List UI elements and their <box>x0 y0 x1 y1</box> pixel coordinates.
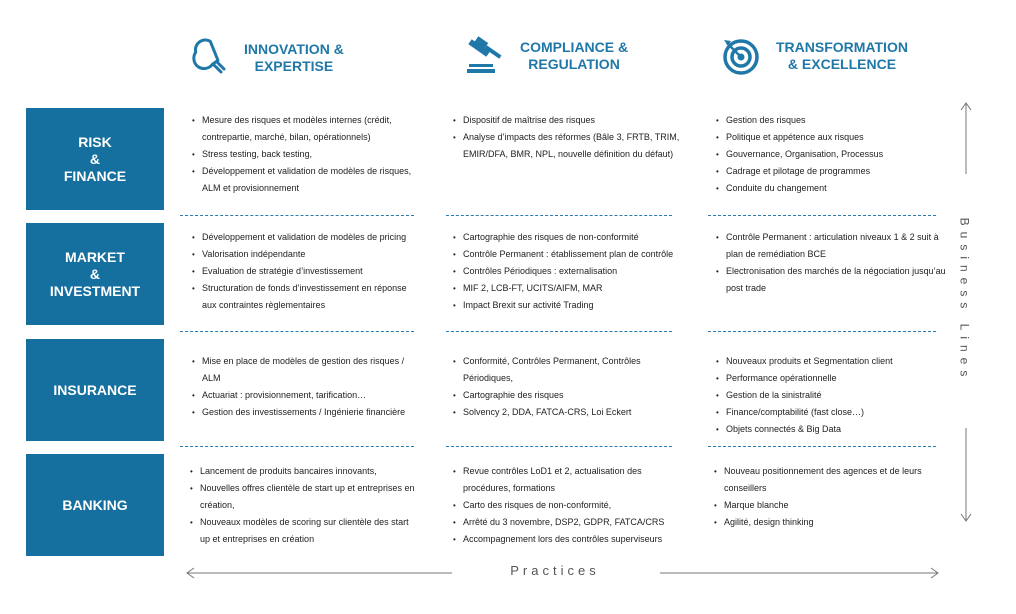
list-item: • Gouvernance, Organisation, Processus <box>714 146 946 163</box>
gavel-icon <box>466 36 506 76</box>
list-item: • Agilité, design thinking <box>712 514 944 531</box>
list-item: • MIF 2, LCB-FT, UCITS/AIFM, MAR <box>451 280 683 297</box>
list-item: • Solvency 2, DDA, FATCA-CRS, Loi Eckert <box>451 404 683 421</box>
list-item: • Finance/comptabilité (fast close…) <box>714 404 946 421</box>
list-item: • Développement et validation de modèles de risques, ALM et provisionnement <box>190 163 422 197</box>
list-item: • Valorisation indépendante <box>190 246 422 263</box>
list-item: • Mise en place de modèles de gestion des risques / ALM <box>190 353 422 387</box>
list-item: • Nouvelles offres clientèle de start up et entreprises en création, <box>188 480 420 514</box>
column-header-compliance <box>466 36 628 76</box>
list-item: • Accompagnement lors des contrôles superviseurs <box>451 531 683 548</box>
list-item: • Carto des risques de non-conformité, <box>451 497 683 514</box>
list-item: • Analyse d’impacts des réformes (Bâle 3, FRTB, TRIM, EMIR/DFA, BMR, NPL, nouvelle définition du défaut) <box>451 129 683 163</box>
cell-risk-compliance <box>451 112 683 163</box>
list-item: • Conduite du changement <box>714 180 946 197</box>
list-item: • Cartographie des risques de non-conformité <box>451 229 683 246</box>
target-icon <box>722 36 762 76</box>
list-item: • Impact Brexit sur activité Trading <box>451 297 683 314</box>
list-item: • Cadrage et pilotage de programmes <box>714 163 946 180</box>
row-separator <box>180 215 414 216</box>
row-separator <box>708 446 936 447</box>
cell-market-transformation <box>714 229 946 297</box>
list-item: • Contrôle Permanent : articulation niveaux 1 & 2 suit à plan de remédiation BCE <box>714 229 946 263</box>
cell-market-compliance <box>451 229 683 314</box>
list-item: • Contrôle Permanent : établissement plan de contrôle <box>451 246 683 263</box>
row-label-market-investment: MARKET & INVESTMENT <box>26 223 164 325</box>
list-item: • Evaluation de stratégie d’investissement <box>190 263 422 280</box>
list-item: • Politique et appétence aux risques <box>714 129 946 146</box>
list-item: • Objets connectés & Big Data <box>714 421 946 438</box>
list-item: • Electronisation des marchés de la négociation jusqu’au post trade <box>714 263 946 297</box>
column-title: INNOVATION & EXPERTISE <box>244 41 344 74</box>
row-separator <box>180 331 414 332</box>
list-item: • Conformité, Contrôles Permanent, Contrôles Périodiques, <box>451 353 683 387</box>
list-item: • Gestion des investissements / Ingénierie financière <box>190 404 422 421</box>
list-item: • Nouveaux produits et Segmentation client <box>714 353 946 370</box>
column-header-innovation <box>190 38 344 78</box>
list-item: • Gestion de la sinistralité <box>714 387 946 404</box>
list-item: • Dispositif de maîtrise des risques <box>451 112 683 129</box>
practices-label: Practices <box>510 563 600 578</box>
column-title: TRANSFORMATION & EXCELLENCE <box>776 39 908 72</box>
cell-banking-compliance <box>451 463 683 548</box>
list-item: • Nouveau positionnement des agences et de leurs conseillers <box>712 463 944 497</box>
cell-banking-transformation <box>712 463 944 531</box>
list-item: • Cartographie des risques <box>451 387 683 404</box>
cell-banking-innovation <box>188 463 420 548</box>
column-header-transformation <box>722 36 908 76</box>
cell-insurance-compliance <box>451 353 683 421</box>
cell-risk-innovation <box>190 112 422 197</box>
row-separator <box>446 215 672 216</box>
list-item: • Mesure des risques et modèles internes (crédit, contrepartie, marché, bilan, opérationnels) <box>190 112 422 146</box>
row-separator <box>708 215 936 216</box>
row-separator <box>708 331 936 332</box>
cell-market-innovation <box>190 229 422 314</box>
row-separator <box>446 446 672 447</box>
cell-insurance-transformation <box>714 353 946 438</box>
row-label-banking: BANKING <box>26 454 164 556</box>
list-item: • Contrôles Périodiques : externalisation <box>451 263 683 280</box>
list-item: • Arrêté du 3 novembre, DSP2, GDPR, FATCA/CRS <box>451 514 683 531</box>
column-title: COMPLIANCE & REGULATION <box>520 39 629 72</box>
business-lines-label <box>944 205 984 395</box>
row-label-risk-finance: RISK & FINANCE <box>26 108 164 210</box>
cell-insurance-innovation <box>190 353 422 421</box>
lightbulb-icon <box>190 38 230 78</box>
list-item: • Stress testing, back testing, <box>190 146 422 163</box>
row-separator <box>180 446 414 447</box>
list-item: • Nouveaux modèles de scoring sur clientèle des start up et entreprises en création <box>188 514 420 548</box>
list-item: • Lancement de produits bancaires innovants, <box>188 463 420 480</box>
list-item: • Gestion des risques <box>714 112 946 129</box>
cell-risk-transformation <box>714 112 946 197</box>
row-label-insurance: INSURANCE <box>26 339 164 441</box>
list-item: • Structuration de fonds d’investissement en réponse aux contraintes règlementaires <box>190 280 422 314</box>
list-item: • Développement et validation de modèles de pricing <box>190 229 422 246</box>
list-item: • Revue contrôles LoD1 et 2, actualisation des procédures, formations <box>451 463 683 497</box>
list-item: • Performance opérationnelle <box>714 370 946 387</box>
row-separator <box>446 331 672 332</box>
list-item: • Marque blanche <box>712 497 944 514</box>
axis-label-vertical: Business Lines <box>957 217 971 383</box>
list-item: • Actuariat : provisionnement, tarification… <box>190 387 422 404</box>
